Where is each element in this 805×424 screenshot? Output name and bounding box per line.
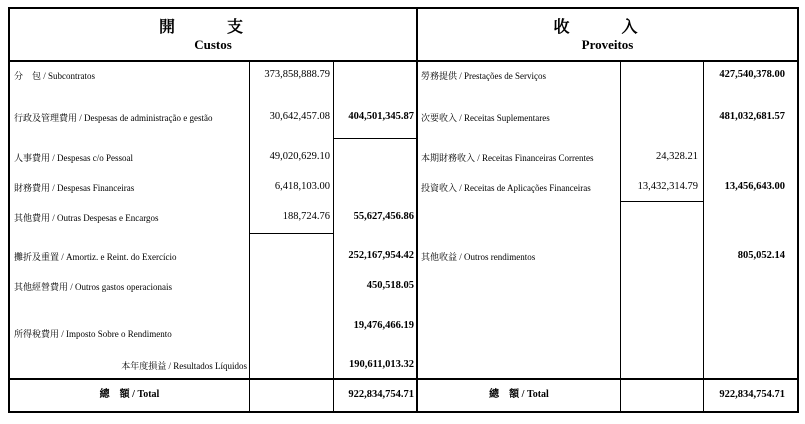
costs-row-label: 行政及管理費用 / Despesas de administração e gestão [14, 113, 213, 123]
revenue-row-total: 427,540,378.00 [719, 69, 785, 80]
costs-row-label: 財務費用 / Despesas Financeiras [14, 183, 135, 193]
revenue-header-portuguese: Proveitos [581, 37, 634, 52]
costs-row-label: 其他經營費用 / Outros gastos operacionais [14, 282, 172, 292]
revenue-row-total: 13,456,643.00 [724, 181, 785, 192]
costs-total-label: 總 額 / Total [99, 389, 160, 400]
revenue-row-label: 本期財務收入 / Receitas Financeiras Correntes [421, 153, 594, 163]
costs-row-subtotal: 188,724.76 [282, 211, 330, 222]
costs-row-total: 450,518.05 [366, 280, 414, 291]
costs-row-label: 人事費用 / Despesas c/o Pessoal [14, 153, 133, 163]
costs-row-label: 其他費用 / Outras Despesas e Encargos [14, 213, 159, 223]
revenue-header-chinese: 收 入 [553, 19, 662, 36]
costs-header-portuguese: Custos [194, 37, 232, 52]
revenue-label-divider [620, 61, 621, 411]
revenue-row-label: 其他收益 / Outros rendimentos [421, 252, 536, 262]
revenue-row-label: 投資收入 / Receitas de Aplicações Financeiras [421, 183, 591, 193]
revenue-row-label: 勞務提供 / Prestações de Serviços [421, 71, 546, 81]
revenue-total-label: 總 額 / Total [489, 389, 549, 400]
header-bottom-border [8, 60, 799, 62]
costs-total-value: 922,834,754.71 [348, 389, 414, 400]
revenue-row-total: 805,052.14 [737, 250, 785, 261]
revenue-row-total: 481,032,681.57 [719, 111, 785, 122]
table-top-border [8, 7, 799, 9]
costs-header-chinese: 開 支 [158, 19, 267, 36]
costs-row-subtotal: 30,642,457.08 [269, 111, 330, 122]
costs-group-separator-2 [249, 233, 333, 234]
costs-net-result-value: 190,611,013.32 [348, 359, 414, 370]
costs-header [10, 19, 416, 53]
total-row-top-border [8, 378, 799, 380]
costs-row-label: 所得稅費用 / Imposto Sobre o Rendimento [14, 329, 172, 339]
revenue-group-separator [620, 201, 704, 202]
costs-net-result-label: 本年度損益 / Resultados Líquidos [121, 361, 247, 371]
costs-group-separator-1 [333, 138, 417, 139]
costs-row-label: 攤折及重置 / Amortiz. e Reint. do Exercício [14, 252, 177, 262]
costs-row-total: 404,501,345.87 [348, 111, 414, 122]
revenue-row-subtotal: 24,328.21 [656, 151, 698, 162]
table-bottom-border [8, 411, 799, 413]
costs-row-subtotal: 49,020,629.10 [269, 151, 330, 162]
costs-row-total: 55,627,456.86 [353, 211, 414, 222]
revenue-row-label: 次要收入 / Receitas Suplementares [421, 113, 550, 123]
revenue-total-value: 922,834,754.71 [719, 389, 785, 400]
table-right-border [797, 7, 799, 413]
revenue-header [418, 19, 797, 53]
revenue-row-subtotal: 13,432,314.79 [637, 181, 698, 192]
costs-row-total: 252,167,954.42 [348, 250, 414, 261]
table-left-border [8, 7, 10, 413]
costs-row-subtotal: 373,858,888.79 [264, 69, 330, 80]
costs-row-total: 19,476,466.19 [353, 320, 414, 331]
costs-row-subtotal: 6,418,103.00 [274, 181, 330, 192]
table-center-divider [416, 7, 418, 413]
costs-row-label: 分 包 / Subcontratos [14, 71, 95, 81]
